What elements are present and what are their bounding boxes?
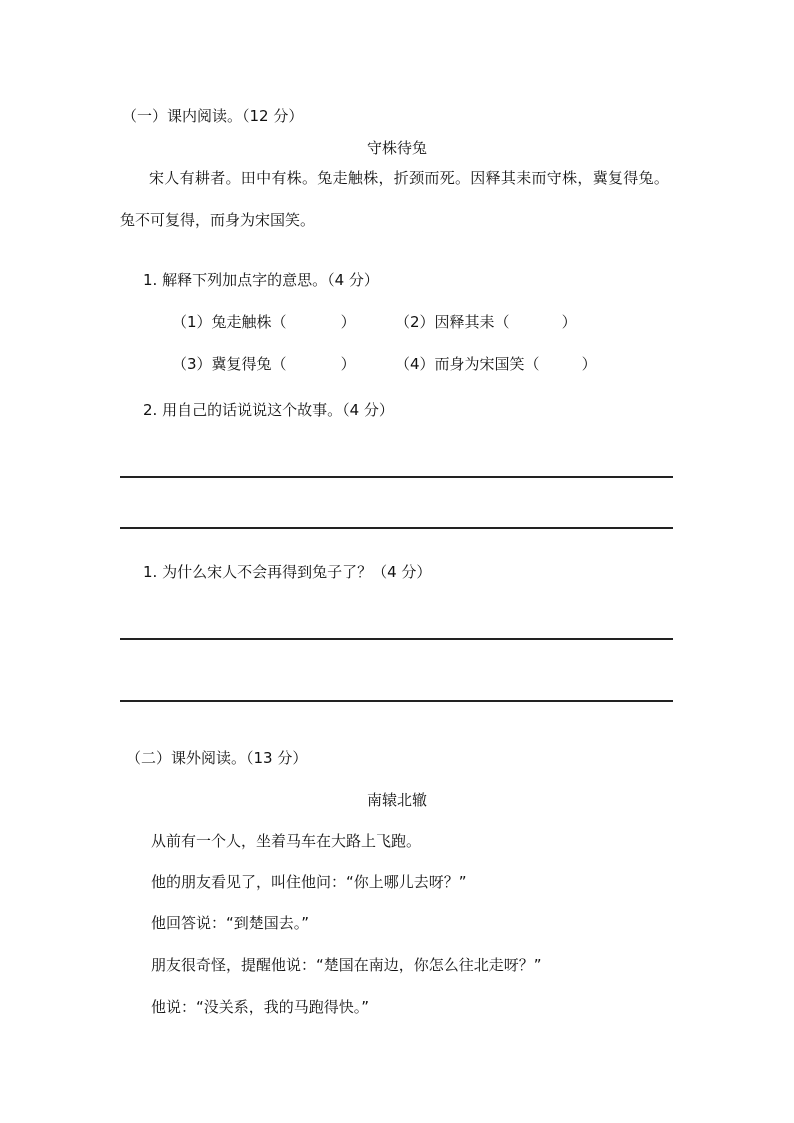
question-1-item-4 — [395, 354, 597, 374]
item-number: （4） — [395, 355, 435, 373]
item-close: ） — [340, 355, 356, 373]
passage-2-line-4: 朋友很奇怪，提醒他说：“楚国在南边，你怎么往北走呀？” — [151, 956, 542, 974]
item-text: 兔走触株（ — [211, 313, 287, 331]
item-number: （1） — [172, 313, 212, 331]
item-close: ） — [340, 313, 356, 331]
item-text: 因释其耒（ — [434, 313, 510, 331]
item-text: 冀复得兔（ — [211, 355, 287, 373]
question-1-item-3 — [172, 354, 356, 374]
passage-2-line-3: 他回答说：“到楚国去。” — [151, 914, 310, 932]
question-1-item-1 — [172, 312, 356, 332]
item-number: （2） — [395, 313, 435, 331]
question-3-label: 1. 为什么宋人不会再得到兔子了？（4 分） — [143, 563, 432, 581]
answer-line[interactable] — [120, 527, 673, 529]
item-text: 而身为宋国笑（ — [434, 355, 540, 373]
item-close: ） — [581, 355, 597, 373]
passage-2-title: 南辕北辙 — [366, 791, 427, 809]
question-1-label: 1. 解释下列加点字的意思。（4 分） — [143, 271, 379, 289]
question-2-label: 2. 用自己的话说说这个故事。（4 分） — [143, 401, 394, 419]
passage-2-line-5: 他说：“没关系，我的马跑得快。” — [151, 998, 370, 1016]
passage-1-line-1: 宋人有耕者。田中有株。兔走触株，折颈而死。因释其耒而守株，冀复得兔。 — [149, 169, 670, 187]
passage-1-title: 守株待兔 — [366, 139, 427, 157]
passage-2-line-2: 他的朋友看见了，叫住他问：“你上哪儿去呀？” — [151, 873, 467, 891]
answer-line[interactable] — [120, 476, 673, 478]
answer-line[interactable] — [120, 638, 673, 640]
answer-line[interactable] — [120, 700, 673, 702]
item-number: （3） — [172, 355, 212, 373]
passage-2-line-1: 从前有一个人，坐着马车在大路上飞跑。 — [151, 832, 422, 850]
passage-1-line-2: 兔不可复得，而身为宋国笑。 — [120, 211, 316, 229]
item-close: ） — [561, 313, 577, 331]
question-1-item-2 — [395, 312, 577, 332]
section-2-heading: （二）课外阅读。（13 分） — [126, 749, 308, 767]
section-1-heading: （一）课内阅读。（12 分） — [122, 107, 304, 125]
